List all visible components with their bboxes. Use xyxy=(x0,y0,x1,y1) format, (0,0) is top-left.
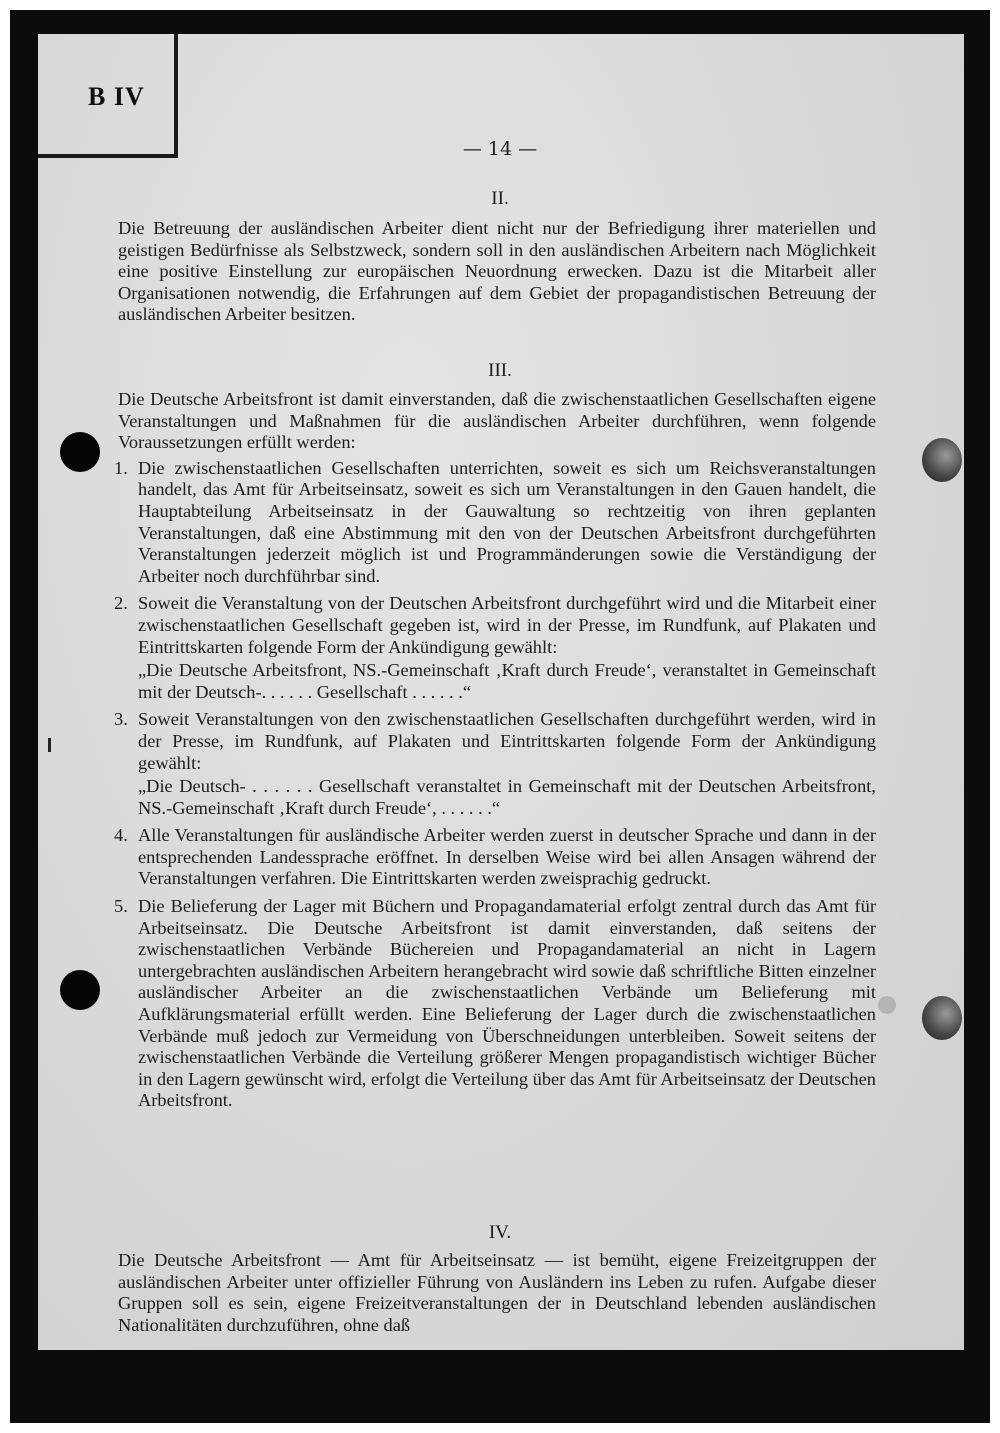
punch-hole-shadow xyxy=(922,438,962,482)
punch-hole xyxy=(60,970,100,1010)
paragraph-intro: Die Deutsche Arbeitsfront ist damit einverstanden, daß die zwischenstaatlichen Gesellschaften eigene Veranstaltungen und Maßnahmen für die ausländischen Arbeiter durchführen, wenn folgende Voraussetzungen erfüllt werden: xyxy=(118,389,876,453)
item-number: 1. xyxy=(114,457,128,478)
section-2-body xyxy=(118,218,876,326)
section-3-body xyxy=(114,389,876,1112)
punch-hole xyxy=(60,432,100,472)
page-number: — 14 — xyxy=(462,138,538,160)
punch-hole-shadow xyxy=(922,996,962,1040)
list-item xyxy=(114,896,876,1112)
list-item xyxy=(114,825,876,890)
section-heading-3: III. xyxy=(488,360,512,381)
section-stamp: B IV xyxy=(88,82,145,111)
item-number: 5. xyxy=(114,896,128,917)
item-text: Alle Veranstaltungen für ausländische Arbeiter werden zuerst in deutscher Sprache und dann in der entsprechenden Landessprache eröffnet. In derselben Weise wird bei allen Ansagen während der Veranstaltungen verfahren. Die Eintrittskarten werden zweisprachig gedruckt. xyxy=(138,825,876,889)
item-text: Soweit Veranstaltungen von den zwischenstaatlichen Gesellschaften durchgeführt werden, wird in der Presse, im Rundfunk, auf Plakaten und Eintrittskarten folgende Form der Ankündigung gewählt: xyxy=(138,709,876,773)
section-heading-2: II. xyxy=(491,188,509,209)
item-number: 3. xyxy=(114,709,128,730)
margin-mark xyxy=(48,738,51,752)
paragraph: Die Betreuung der ausländischen Arbeiter dient nicht nur der Befriedigung ihrer materiellen und geistigen Bedürfnisse als Selbstzweck, sondern soll in den ausländischen Arbeitern nach Möglichkeit eine positive Einstellung zur europäischen Neuordnung erwecken. Dazu ist die Mitarbeit aller Organisationen notwendig, die Erfahrungen auf dem Gebiet der propagandistischen Betreuung der ausländischen Arbeiter besitzen. xyxy=(118,218,876,325)
announcement-quote: „Die Deutsch- . . . . . . Gesellschaft veranstaltet in Gemeinschaft mit der Deutschen Arbeitsfront, NS.-Gemeinschaft ‚Kraft durch Freude‘, . . . . . .“ xyxy=(138,776,876,818)
paragraph: Die Deutsche Arbeitsfront — Amt für Arbeitseinsatz — ist bemüht, eigene Freizeitgruppen der ausländischen Arbeiter unter offizieller Führung von Ausländern ins Leben zu rufen. Aufgabe dieser Gruppen soll es sein, eigene Freizeitveranstaltungen der in Deutschland lebenden ausländischen Nationalitäten durchzuführen, ohne daß xyxy=(118,1250,876,1335)
list-item xyxy=(114,709,876,774)
list-item xyxy=(114,457,876,588)
paper-spot xyxy=(878,996,896,1014)
item-number: 2. xyxy=(114,593,128,614)
list-item xyxy=(114,593,876,658)
announcement-quote: „Die Deutsche Arbeitsfront, NS.-Gemeinschaft ‚Kraft durch Freude‘, veranstaltet in Gemeinschaft mit der Deutsch-. . . . . . Gesellschaft . . . . . .“ xyxy=(138,660,876,702)
section-heading-4: IV. xyxy=(488,1222,512,1243)
item-text: Die Belieferung der Lager mit Büchern und Propagandamaterial erfolgt zentral durch das Amt für Arbeitseinsatz. Die Deutsche Arbeitsfront ist damit einverstanden, daß seitens der zwischenstaatlichen Verbände Büchereien und Propagandamaterial an nicht in Lagern untergebrachten ausländischen Arbeitern herangebracht wird sowie daß schriftliche Bitten einzelner ausländischer Arbeiter an die zwischenstaatlichen Verbände um Belieferung mit Aufklärungsmaterial erfüllt werden. Eine Belieferung der Lager durch die zwischenstaatlichen Verbände muß jedoch zur Vermeidung von Überschneidungen unterbleiben. Soweit seitens der zwischenstaatlichen Verbände die Verteilung größerer Mengen propagandistisch wichtiger Bücher in den Lagern gewünscht wird, erfolgt die Verteilung über das Amt für Arbeitseinsatz der Deutschen Arbeitsfront. xyxy=(138,896,876,1111)
item-text: Soweit die Veranstaltung von der Deutschen Arbeitsfront durchgeführt wird und die Mitarbeit einer zwischenstaatlichen Gesellschaft gegeben ist, wird in der Presse, im Rundfunk, auf Plakaten und Eintrittskarten folgende Form der Ankündigung gewählt: xyxy=(138,593,876,657)
section-4-body xyxy=(118,1250,876,1336)
item-text: Die zwischenstaatlichen Gesellschaften unterrichten, soweit es sich um Reichsveranstaltungen handelt, das Amt für Arbeitseinsatz, soweit es sich um Veranstaltungen in den Gauen handelt, die Hauptabteilung Arbeitseinsatz in der Gauwaltung so rechtzeitig von ihren geplanten Veranstaltungen, daß eine Abstimmung mit den von der Deutschen Arbeitsfront durchgeführten Veranstaltungen jederzeit möglich ist und Programmänderungen sowie die Verständigung der Arbeiter noch durchführbar sind. xyxy=(138,457,876,586)
item-number: 4. xyxy=(114,825,128,846)
